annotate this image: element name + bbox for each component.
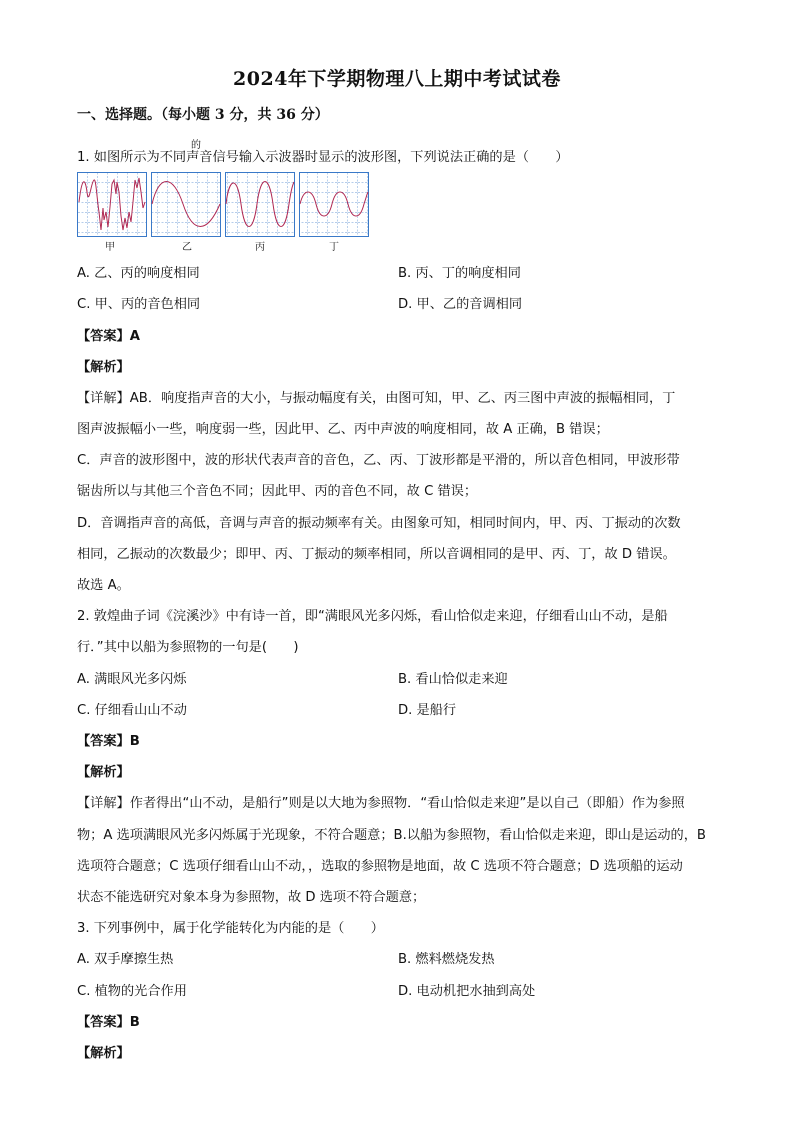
- q1-stem-part-b: 声音信号输入示波器时显示的波形图，下列说法正确的是（ ）: [186, 150, 569, 165]
- wave-label-jia: 甲: [105, 242, 115, 253]
- q1-analysis-heading: 【解析】: [77, 360, 130, 375]
- q1-stem-superscript: 的: [191, 140, 201, 151]
- q1-detail-line: D．音调指声音的高低，音调与声音的振动频率有关。由图象可知，相同时间内，甲、丙、丁振动的次数: [77, 516, 681, 531]
- wave-label-yi: 乙: [182, 242, 192, 253]
- panel-jia: [78, 173, 147, 237]
- page-title: 2024年下学期物理八上期中考试试卷: [233, 68, 561, 90]
- q1-option-d: D. 甲、乙的音调相同: [398, 297, 523, 312]
- q2-detail-line: 【详解】作者得出“山不动，是船行”则是以大地为参照物．“看山恰似走来迎”是以自己（即船）作为参照: [77, 796, 685, 811]
- q1-detail-line: 【详解】AB．响度指声音的大小，与振动幅度有关，由图可知，甲、乙、丙三图中声波的振幅相同，丁: [77, 391, 676, 406]
- q1-detail-line: C．声音的波形图中，波的形状代表声音的音色，乙、丙、丁波形都是平滑的，所以音色相同，甲波形带: [77, 453, 680, 468]
- q1-detail-line: 故选 A。: [77, 578, 130, 593]
- q1-answer: 【答案】A: [77, 329, 140, 344]
- waveform-figure: [77, 172, 369, 254]
- q1-option-a: A. 乙、丙的响度相同: [77, 266, 200, 281]
- q1-stem-part-a: 1. 如图所示为不同: [77, 150, 187, 165]
- q3-stem: 3. 下列事例中，属于化学能转化为内能的是（ ）: [77, 921, 384, 936]
- q1-detail-line: 图声波振幅小一些，响度弱一些，因此甲、乙、丙中声波的响度相同，故 A 正确，B 错误；: [77, 422, 609, 437]
- q2-option-a: A. 满眼风光多闪烁: [77, 672, 187, 687]
- section-heading: 一、选择题。（每小题 3 分，共 36 分）: [77, 107, 329, 123]
- q2-detail-line: 状态不能选研究对象本身为参照物，故 D 选项不符合题意；: [77, 890, 426, 905]
- q2-detail-line: 物；A 选项满眼风光多闪烁属于光现象，不符合题意；B.以船为参照物，看山恰似走来迎，即山是运动的，B: [77, 828, 706, 843]
- q2-option-c: C. 仔细看山山不动: [77, 703, 187, 718]
- panel-bing: [226, 173, 295, 237]
- q1-stem: [77, 146, 569, 165]
- panel-ding: [300, 173, 369, 237]
- q1-option-c: C. 甲、丙的音色相同: [77, 297, 201, 312]
- q2-analysis-heading: 【解析】: [77, 765, 130, 780]
- panel-yi: [152, 173, 221, 237]
- q3-analysis-heading: 【解析】: [77, 1046, 130, 1061]
- q3-option-b: B. 燃料燃烧发热: [398, 952, 495, 967]
- wave-label-ding: 丁: [329, 242, 339, 253]
- q2-answer: 【答案】B: [77, 734, 140, 749]
- q2-stem-line: 行．”其中以船为参照物的一句是( ): [77, 640, 299, 655]
- q2-stem-line: 2. 敦煌曲子词《浣溪沙》中有诗一首，即“满眼风光多闪烁，看山恰似走来迎，仔细看山山不动，是船: [77, 609, 668, 624]
- wave-label-bing: 丙: [255, 242, 265, 253]
- q1-option-b: B. 丙、丁的响度相同: [398, 266, 521, 281]
- q2-option-b: B. 看山恰似走来迎: [398, 672, 508, 687]
- q2-detail-line: 选项符合题意；C 选项仔细看山山不动，，选取的参照物是地面，故 C 选项不符合题意；D 选项船的运动: [77, 859, 683, 874]
- q1-detail-line: 相同，乙振动的次数最少；即甲、丙、丁振动的频率相同，所以音调相同的是甲、丙、丁，故 D 错误。: [77, 547, 676, 562]
- q3-option-d: D. 电动机把水抽到高处: [398, 984, 536, 999]
- q3-answer: 【答案】B: [77, 1015, 140, 1030]
- q1-detail-line: 锯齿所以与其他三个音色不同；因此甲、丙的音色不同，故 C 错误；: [77, 484, 478, 499]
- q3-option-a: A. 双手摩擦生热: [77, 952, 174, 967]
- q2-option-d: D. 是船行: [398, 703, 457, 718]
- q3-option-c: C. 植物的光合作用: [77, 984, 187, 999]
- oscilloscope-waveforms: [77, 172, 369, 258]
